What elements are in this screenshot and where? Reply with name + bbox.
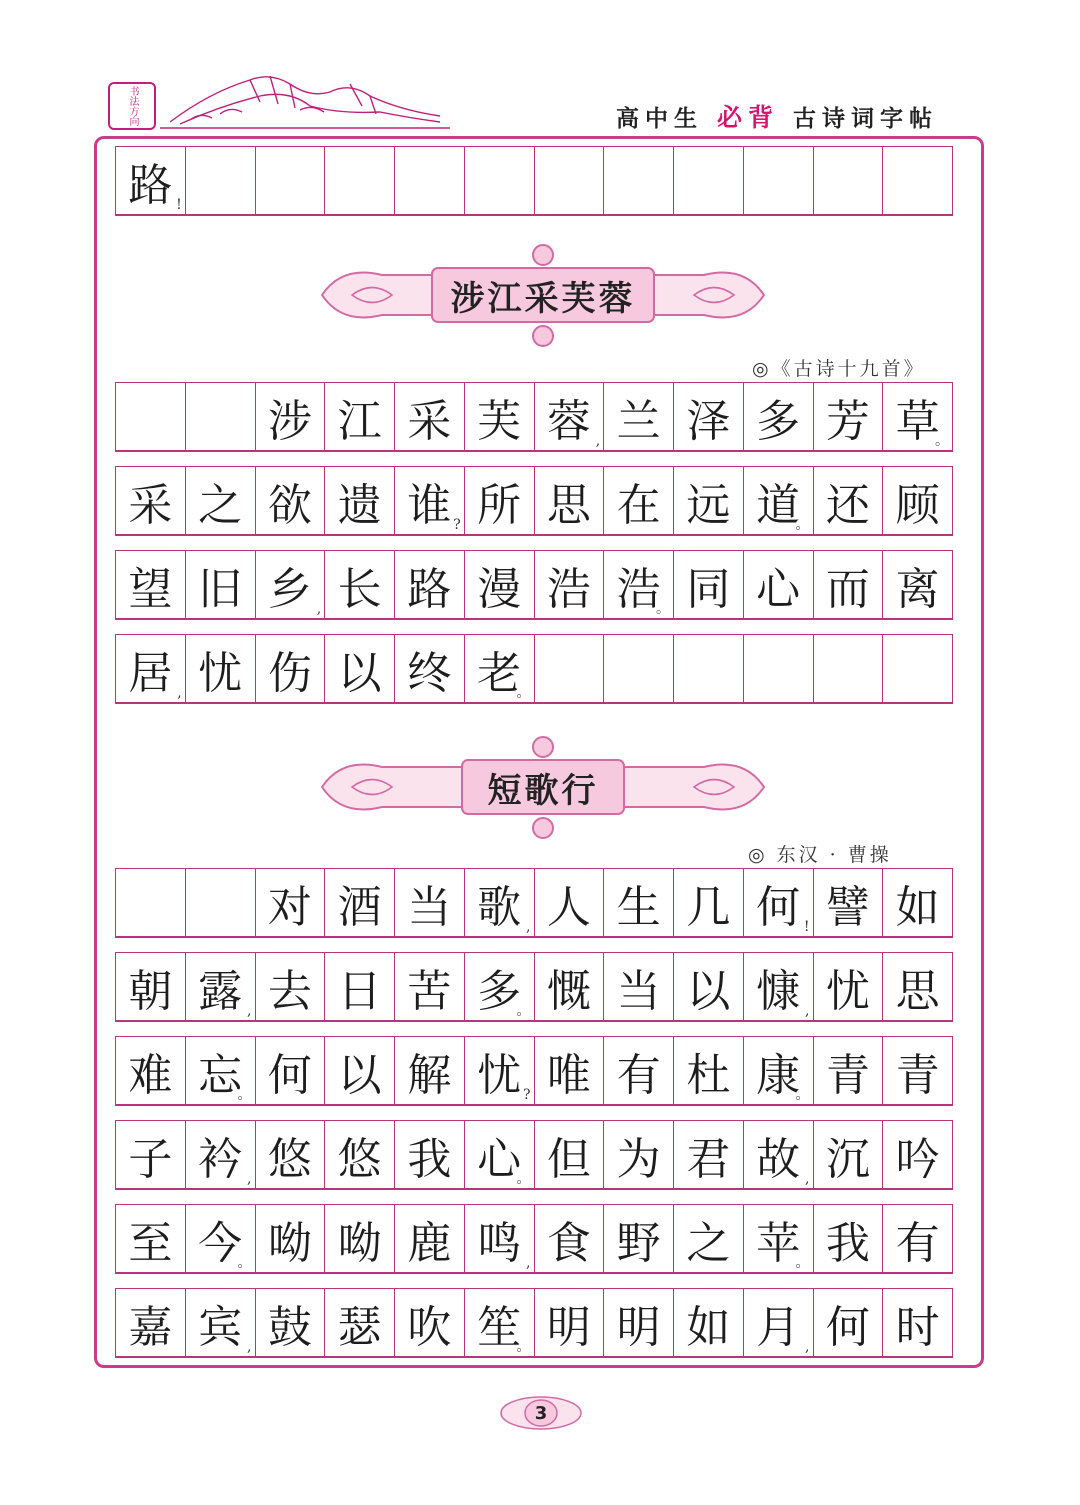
grid-cell [185, 382, 256, 452]
grid-cell [185, 868, 256, 938]
punctuation-mark: 。 [795, 1255, 810, 1271]
grid-cell [185, 146, 256, 216]
grid-cell [673, 382, 744, 452]
grid-cell [813, 550, 884, 620]
grid-cell [324, 466, 395, 536]
grid-cell [464, 146, 535, 216]
grid-cell [324, 1120, 395, 1190]
character: 有 [895, 1217, 940, 1269]
character-grid-row [115, 1288, 953, 1358]
character: 以 [337, 647, 382, 699]
grid-cell [115, 146, 186, 216]
punctuation-mark: 。 [656, 601, 670, 617]
character: 之 [198, 479, 243, 531]
character: 乡 [267, 563, 312, 615]
character-grid-row [115, 382, 953, 452]
grid-cell [534, 1120, 605, 1190]
character: 露 [198, 965, 243, 1017]
grid-cell [882, 1204, 953, 1274]
character: 离 [895, 563, 940, 615]
character: 以 [337, 1049, 382, 1101]
character: 谁 [407, 479, 452, 531]
punctuation-mark: 。 [935, 433, 949, 449]
grid-cell [813, 952, 884, 1022]
grid-cell [743, 382, 814, 452]
character: 何 [825, 1301, 870, 1353]
poem-title: 短歌行 [487, 770, 599, 811]
character: 慷 [756, 965, 801, 1017]
grid-cell [673, 466, 744, 536]
character: 鸣 [477, 1217, 522, 1269]
punctuation-mark: 。 [516, 1003, 531, 1019]
character: 在 [616, 479, 661, 531]
character: 时 [895, 1301, 940, 1353]
grid-cell [394, 466, 465, 536]
character: 伤 [267, 647, 312, 699]
grid-cell [813, 146, 884, 216]
character: 譬 [825, 881, 870, 933]
page-number: 3 [534, 1402, 548, 1424]
character: 老 [477, 647, 522, 699]
punctuation-mark: , [247, 1171, 252, 1187]
character: 吹 [407, 1301, 452, 1353]
punctuation-mark: ! [803, 919, 810, 935]
character-grid-row [115, 146, 953, 216]
character: 有 [616, 1049, 661, 1101]
grid-cell [115, 634, 186, 704]
grid-cell [603, 550, 674, 620]
character: 笙 [477, 1301, 522, 1353]
punctuation-mark: , [247, 1003, 252, 1019]
character: 泽 [686, 395, 731, 447]
grid-cell [603, 1204, 674, 1274]
grid-cell [464, 466, 535, 536]
punctuation-mark: 。 [795, 517, 810, 533]
grid-cell [115, 868, 186, 938]
grid-cell [394, 1288, 465, 1358]
grid-cell [115, 1120, 186, 1190]
character: 浩 [616, 563, 661, 615]
character: 顾 [895, 479, 940, 531]
grid-cell [673, 146, 744, 216]
book-title: 高中生 必背 古诗词字帖 [615, 103, 938, 132]
character: 沉 [825, 1133, 870, 1185]
grid-cell [115, 1204, 186, 1274]
character: 宾 [198, 1301, 243, 1353]
grid-cell [464, 1204, 535, 1274]
grid-cell [324, 1288, 395, 1358]
character: 旧 [198, 563, 243, 615]
character: 康 [756, 1049, 801, 1101]
grid-cell [743, 634, 814, 704]
grid-cell [534, 1036, 605, 1106]
character: 遗 [337, 479, 382, 531]
character: 蓉 [546, 395, 591, 447]
character: 我 [825, 1217, 870, 1269]
grid-cell [673, 550, 744, 620]
grid-cell [115, 952, 186, 1022]
character-grid-row [115, 1120, 953, 1190]
grid-cell [464, 952, 535, 1022]
character: 苦 [407, 965, 452, 1017]
grid-cell [185, 466, 256, 536]
character: 如 [895, 881, 940, 933]
character: 思 [895, 965, 940, 1017]
character: 芙 [477, 395, 522, 447]
character: 多 [477, 965, 522, 1017]
punctuation-mark: 。 [237, 1087, 252, 1103]
grid-cell [743, 1120, 814, 1190]
grid-cell [185, 634, 256, 704]
grid-cell [255, 382, 326, 452]
grid-cell [882, 550, 953, 620]
punctuation-mark: , [595, 433, 601, 449]
punctuation-mark: ! [176, 197, 182, 213]
character: 明 [616, 1301, 661, 1353]
character: 呦 [267, 1217, 312, 1269]
grid-cell [324, 550, 395, 620]
grid-cell [534, 466, 605, 536]
grid-cell [324, 1036, 395, 1106]
grid-cell [255, 1288, 326, 1358]
character: 对 [267, 881, 312, 933]
character: 芳 [825, 395, 870, 447]
character: 子 [128, 1133, 173, 1185]
character-grid-row [115, 1204, 953, 1274]
grid-cell [394, 634, 465, 704]
character: 草 [895, 395, 940, 447]
character: 呦 [337, 1217, 382, 1269]
character: 故 [756, 1133, 801, 1185]
grid-cell [603, 952, 674, 1022]
grid-cell [534, 1204, 605, 1274]
punctuation-mark: , [805, 1171, 810, 1187]
grid-cell [464, 382, 535, 452]
grid-cell [534, 868, 605, 938]
grid-cell [115, 466, 186, 536]
character: 忧 [477, 1049, 522, 1101]
grid-cell [464, 1036, 535, 1106]
character: 漫 [477, 563, 522, 615]
grid-cell [394, 952, 465, 1022]
character: 何 [267, 1049, 312, 1101]
grid-cell [603, 466, 674, 536]
character: 居 [128, 647, 173, 699]
character: 采 [407, 395, 452, 447]
grid-cell [813, 1036, 884, 1106]
character: 嘉 [128, 1301, 173, 1353]
grid-cell [185, 1120, 256, 1190]
character-grid-row [115, 634, 953, 704]
character: 至 [128, 1217, 173, 1269]
character: 忘 [198, 1049, 243, 1101]
grid-cell [394, 1204, 465, 1274]
grid-cell [255, 952, 326, 1022]
character: 心 [477, 1133, 522, 1185]
grid-cell [324, 634, 395, 704]
grid-cell [185, 952, 256, 1022]
grid-cell [185, 1288, 256, 1358]
punctuation-mark: , [805, 1003, 810, 1019]
character: 歌 [477, 881, 522, 933]
character: 所 [477, 479, 522, 531]
grid-cell [743, 1204, 814, 1274]
grid-cell [464, 634, 535, 704]
character: 道 [756, 479, 801, 531]
grid-cell [743, 550, 814, 620]
character: 悠 [337, 1133, 382, 1185]
grid-cell [603, 868, 674, 938]
grid-cell [185, 1204, 256, 1274]
grid-cell [813, 868, 884, 938]
character: 野 [616, 1217, 661, 1269]
grid-cell [394, 146, 465, 216]
grid-cell [464, 1288, 535, 1358]
character: 我 [407, 1133, 452, 1185]
punctuation-mark: , [805, 1339, 810, 1355]
grid-cell [534, 146, 605, 216]
grid-cell [882, 146, 953, 216]
grid-cell [673, 1204, 744, 1274]
character: 慨 [546, 965, 591, 1017]
grid-cell [813, 1204, 884, 1274]
grid-cell [603, 634, 674, 704]
character: 思 [546, 479, 591, 531]
punctuation-mark: 。 [516, 1339, 531, 1355]
grid-cell [255, 868, 326, 938]
character: 忧 [825, 965, 870, 1017]
grid-cell [743, 952, 814, 1022]
page-number-badge [498, 1390, 584, 1436]
character: 当 [616, 965, 661, 1017]
character: 兰 [616, 395, 661, 447]
character: 长 [337, 563, 382, 615]
grid-cell [673, 952, 744, 1022]
character-grid-row [115, 1036, 953, 1106]
character: 日 [337, 965, 382, 1017]
grid-cell [115, 382, 186, 452]
grid-cell [394, 1120, 465, 1190]
grid-cell [813, 466, 884, 536]
character: 难 [128, 1049, 173, 1101]
grid-cell [324, 1204, 395, 1274]
punctuation-mark: ? [453, 517, 461, 533]
grid-cell [813, 1120, 884, 1190]
grid-cell [115, 550, 186, 620]
grid-cell [813, 382, 884, 452]
character: 而 [825, 563, 870, 615]
calligraphy-seal-stamp [108, 82, 156, 130]
grid-cell [673, 868, 744, 938]
grid-cell [324, 382, 395, 452]
poem-title: 涉江采芙蓉 [450, 278, 636, 319]
punctuation-mark: , [526, 1255, 531, 1271]
character: 路 [407, 563, 452, 615]
character: 江 [337, 395, 382, 447]
grid-cell [534, 634, 605, 704]
grid-cell [255, 634, 326, 704]
grid-cell [255, 1120, 326, 1190]
grid-cell [743, 868, 814, 938]
grid-cell [743, 146, 814, 216]
punctuation-mark: , [177, 685, 182, 701]
grid-cell [324, 952, 395, 1022]
character: 苹 [756, 1217, 801, 1269]
grid-cell [603, 146, 674, 216]
grid-cell [882, 952, 953, 1022]
character: 鼓 [267, 1301, 312, 1353]
character: 吟 [895, 1133, 940, 1185]
grid-cell [743, 1036, 814, 1106]
grid-cell [882, 1288, 953, 1358]
grid-cell [882, 466, 953, 536]
character: 为 [616, 1133, 661, 1185]
punctuation-mark: 。 [516, 685, 531, 701]
grid-cell [464, 868, 535, 938]
grid-cell [255, 550, 326, 620]
character: 瑟 [337, 1301, 382, 1353]
character-grid-row [115, 868, 953, 938]
punctuation-mark: , [526, 919, 531, 935]
character: 月 [756, 1301, 801, 1353]
grid-cell [882, 1120, 953, 1190]
grid-cell [603, 1036, 674, 1106]
grid-cell [813, 634, 884, 704]
character: 但 [546, 1133, 591, 1185]
character: 明 [546, 1301, 591, 1353]
character: 远 [686, 479, 731, 531]
character: 今 [198, 1217, 243, 1269]
grid-cell [534, 952, 605, 1022]
character: 青 [825, 1049, 870, 1101]
grid-cell [882, 382, 953, 452]
grid-cell [882, 634, 953, 704]
grid-cell [534, 550, 605, 620]
grid-cell [534, 382, 605, 452]
character: 悠 [267, 1133, 312, 1185]
character: 浩 [546, 563, 591, 615]
grid-cell [255, 1036, 326, 1106]
grid-cell [255, 146, 326, 216]
character: 望 [128, 563, 173, 615]
punctuation-mark: 。 [795, 1087, 810, 1103]
grid-cell [534, 1288, 605, 1358]
character: 朝 [128, 965, 173, 1017]
grid-cell [464, 550, 535, 620]
grid-cell [673, 634, 744, 704]
character: 去 [267, 965, 312, 1017]
grid-cell [324, 868, 395, 938]
grid-cell [394, 868, 465, 938]
character: 生 [616, 881, 661, 933]
grid-cell [255, 466, 326, 536]
character: 同 [686, 563, 731, 615]
character-grid-row [115, 952, 953, 1022]
grid-cell [813, 1288, 884, 1358]
grid-cell [673, 1288, 744, 1358]
character: 几 [686, 881, 731, 933]
grid-cell [324, 146, 395, 216]
character: 终 [407, 647, 452, 699]
punctuation-mark: 。 [516, 1171, 531, 1187]
poem-title-banner [312, 240, 774, 350]
grid-cell [743, 466, 814, 536]
grid-cell [673, 1036, 744, 1106]
seal-text: 书法方向 [127, 86, 138, 126]
character-grid-row [115, 550, 953, 620]
character: 解 [407, 1049, 452, 1101]
character: 之 [686, 1217, 731, 1269]
character: 衿 [198, 1133, 243, 1185]
character: 食 [546, 1217, 591, 1269]
punctuation-mark: 。 [237, 1255, 252, 1271]
grid-cell [394, 382, 465, 452]
punctuation-mark: , [316, 601, 322, 617]
character: 青 [895, 1049, 940, 1101]
character: 鹿 [407, 1217, 452, 1269]
grid-cell [603, 1120, 674, 1190]
grid-cell [394, 550, 465, 620]
character: 还 [825, 479, 870, 531]
character: 采 [128, 479, 173, 531]
grid-cell [603, 1288, 674, 1358]
character: 如 [686, 1301, 731, 1353]
grid-cell [673, 1120, 744, 1190]
character-grid-row [115, 466, 953, 536]
character: 以 [686, 965, 731, 1017]
punctuation-mark: ? [522, 1087, 531, 1103]
character: 君 [686, 1133, 731, 1185]
grid-cell [394, 1036, 465, 1106]
character: 唯 [546, 1049, 591, 1101]
character: 涉 [267, 395, 312, 447]
grid-cell [603, 382, 674, 452]
grid-cell [115, 1036, 186, 1106]
grid-cell [185, 550, 256, 620]
character: 忧 [198, 647, 243, 699]
grid-cell [464, 1120, 535, 1190]
character: 杜 [686, 1049, 731, 1101]
character: 多 [756, 395, 801, 447]
grid-cell [743, 1288, 814, 1358]
character: 何 [756, 881, 801, 933]
character: 人 [546, 881, 591, 933]
grid-cell [185, 1036, 256, 1106]
character: 心 [756, 563, 801, 615]
character: 欲 [267, 479, 312, 531]
poem-source: ◎ 东汉 · 曹操 [748, 844, 892, 866]
grid-cell [255, 1204, 326, 1274]
character: 路 [128, 159, 173, 211]
punctuation-mark: , [247, 1339, 252, 1355]
grid-cell [882, 868, 953, 938]
poem-source: ◎《古诗十九首》 [752, 358, 926, 380]
character: 当 [407, 881, 452, 933]
poem-title-banner [312, 732, 774, 842]
grid-cell [882, 1036, 953, 1106]
character: 酒 [337, 881, 382, 933]
grid-cell [115, 1288, 186, 1358]
